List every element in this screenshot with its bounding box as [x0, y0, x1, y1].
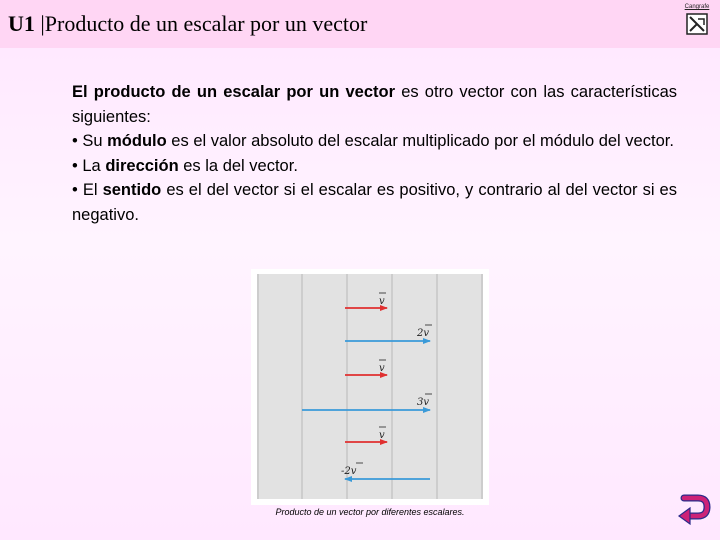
title-text: |Producto de un escalar por un vector: [40, 11, 368, 36]
bullet-bold: dirección: [105, 156, 179, 175]
bullet-sentido: [72, 178, 677, 227]
bullet-modulo: [72, 129, 677, 154]
bullet-bold: módulo: [107, 132, 167, 150]
vector-neg2v-label: [341, 466, 357, 477]
figure-grid-area: [257, 274, 483, 499]
vector-v-2-label: v: [379, 363, 385, 374]
vector-neg2v-letter: v: [350, 466, 357, 477]
figure-caption: Producto de un vector por diferentes escalares.: [275, 507, 465, 517]
logo-icon: [686, 13, 708, 35]
logo-text: Cangrafe: [684, 4, 710, 10]
vector-2v-label: [416, 328, 429, 339]
bullet-prefix: • Su: [72, 132, 108, 150]
intro-rest: es otro vector con las características siguientes:: [72, 83, 678, 126]
logo: [682, 4, 712, 36]
vector-3v-scalar: 3: [417, 397, 424, 408]
vector-3v-label: [417, 397, 429, 408]
bullet-rest: es el valor absoluto del escalar multiplicado por el módulo del vector.: [166, 132, 674, 150]
intro-bold: El producto de un escalar por un vector: [72, 83, 395, 101]
vector-neg2v-scalar: -2: [341, 466, 351, 477]
vector-2v-scalar: 2: [417, 328, 424, 339]
vector-3v-letter: v: [423, 397, 430, 408]
bullet-prefix: • El: [72, 181, 103, 199]
bullet-bold: sentido: [102, 181, 162, 199]
vector-v-3-label: v: [379, 430, 385, 441]
bullet-prefix: • La: [72, 156, 106, 175]
vector-v-1-label: v: [379, 296, 385, 307]
vector-2v-letter: v: [423, 328, 430, 339]
main-content: [72, 80, 677, 227]
vector-figure: [251, 269, 489, 505]
bullet-direccion: [72, 154, 677, 179]
return-arrow-icon: [676, 492, 712, 528]
unit-label: U1: [8, 11, 35, 36]
page-title: [8, 11, 367, 37]
intro-paragraph: [72, 80, 677, 129]
bullet-rest: es el del vector si el escalar es positivo, y contrario al del vector si es negativo.: [72, 181, 677, 224]
return-button[interactable]: [676, 492, 712, 528]
bullet-rest: es la del vector.: [178, 156, 298, 175]
vector-diagram: [257, 274, 483, 499]
